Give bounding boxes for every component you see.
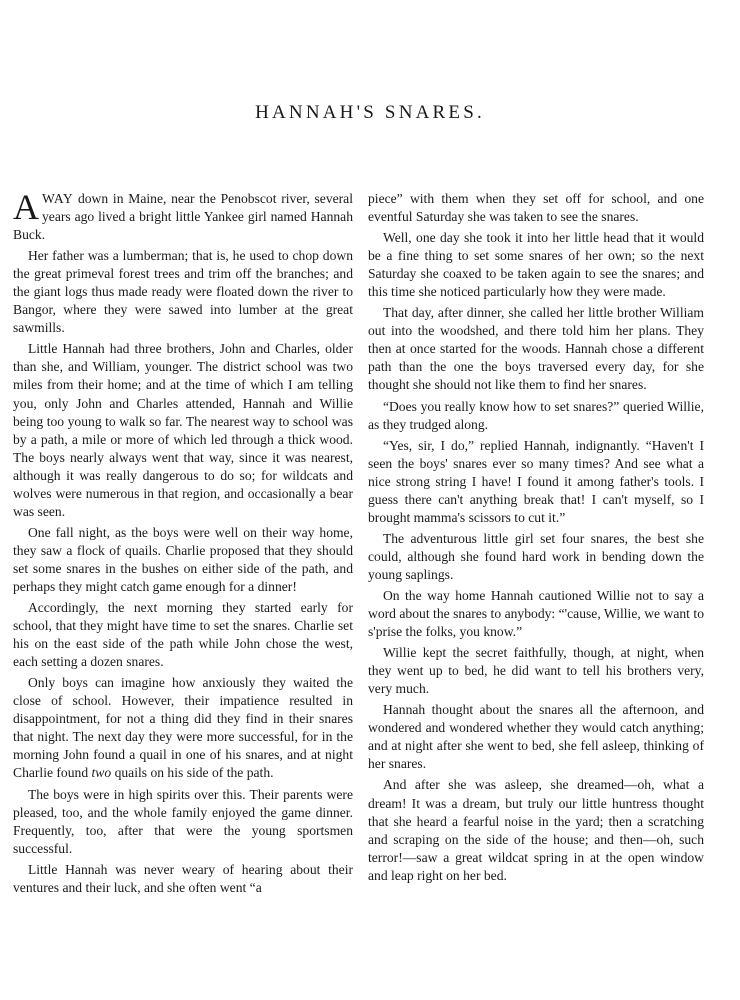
paragraph-6-text: Only boys can imagine how anxiously they waited the close of school. However, their impatience resulted in disappointment, for not a thing did they find in their snares that night. The next day they were more successful, for in the morning John found a quail in one of his snares, and at night Charlie found [13,675,353,781]
paragraph-14: The adventurous little girl set four snares, the best she could, although she found hard work in bending down the young saplings. [368,530,704,582]
left-column [13,187,353,900]
paragraph-7: The boys were in high spirits over this. Their parents were pleased, too, and the whole family enjoyed the game dinner. Frequently, too, after that were the young sportsmen successful. [13,786,353,856]
paragraph-17: Hannah thought about the snares all the afternoon, and wondered and wondered whether they would catch anything; and at night after she went to bed, she fell asleep, thinking of her snares. [368,702,704,772]
drop-cap: A [13,187,39,227]
paragraph-2: Her father was a lumberman; that is, he used to chop down the great primeval forest trees and trim off the branches; and the giant logs thus made ready were floated down the river to Bangor, where they were sawed into lumber at the great sawmills. [13,248,353,336]
paragraph-13: “Yes, sir, I do,” replied Hannah, indignantly. “Haven't I seen the boys' snares ever so many times? And see what a nice strong string I have! I found it among father's tools. I guess there can't anything break that! I can't myself, so I brought mamma's scissors to cut it.” [368,437,704,525]
paragraph-3: Little Hannah had three brothers, John and Charles, older than she, and William, younger. The district school was two miles from their home; and at the time of which I am telling you, only John and Charles attended, Hannah and Willie being too young to walk so far. The nearest way to school was by a path, a mile or more of which led through a thick wood. The boys nearly always went that way, since it was nearest, although it was really dangerous to do so; for wildcats and wolves were numerous in that region, and occasionally a bear was seen. [13,341,353,519]
paragraph-8: Little Hannah was never weary of hearing about their ventures and their luck, and she often went “a [13,861,353,895]
paragraph-10: Well, one day she took it into her little head that it would be a fine thing to set some snares of her own; so the next Saturday she coaxed to be taken again to see the snares; and this time she noticed particularly how they were made. [368,230,704,300]
paragraph-5: Accordingly, the next morning they started early for school, that they might have time to set the snares. Charlie set his on the east side of the path while John chose the west, each setting a dozen snares. [13,600,353,670]
paragraph-6-tail: quails on his side of the path. [111,765,274,781]
paragraph-12: “Does you really know how to set snares?” queried Willie, as they trudged along. [368,398,704,432]
italic-word: two [91,765,112,781]
opening-word: WAY [42,191,74,206]
paragraph-1-text: down in Maine, near the Penobscot river, several years ago lived a bright little Yankee girl named Hannah Buck. [13,191,353,243]
paragraph-16: Willie kept the secret faithfully, though, at night, when they went up to bed, he did want to tell his brothers very, very much. [368,645,704,697]
paragraph-4: One fall night, as the boys were well on their way home, they saw a flock of quails. Charlie proposed that they should set some snares in the bushes on either side of the path, and perhaps they might catch game enough for a dinner! [13,524,353,594]
paragraph-18: And after she was asleep, she dreamed—oh, what a dream! It was a dream, but truly our little huntress thought that she heard a fearful noise in the yard; then a scratching and scraping on the side of the house; and then—oh, such terror!—saw a great wildcat spring in at the open window and leap right on her bed. [368,777,704,883]
paragraph-15: On the way home Hannah cautioned Willie not to say a word about the snares to anybody: “'cause, Willie, we want to s'prise the folks, you know.” [368,587,704,640]
paragraph-9: piece” with them when they set off for school, and one eventful Saturday she was taken to see the snares. [368,191,704,225]
right-column [368,190,704,888]
page-title: HANNAH'S SNARES. [255,102,485,123]
paragraph-11: That day, after dinner, she called her little brother William out into the woodshed, and there told him her plans. They then at once started for the woods. Hannah chose a different path than the one the boys traversed every day, for she thought she should not like them to find her snares. [368,305,704,393]
paragraph-6 [13,674,353,782]
paragraph-1 [13,187,353,244]
